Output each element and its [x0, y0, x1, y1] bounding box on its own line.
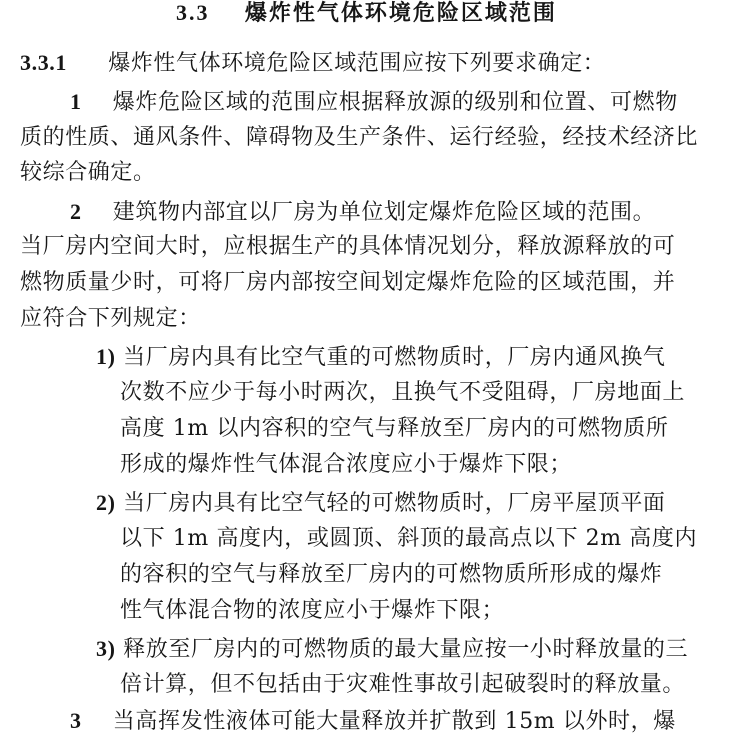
subitem-1-line-1 — [96, 342, 666, 373]
item-text: 建筑物内部宜以厂房为单位划定爆炸危险区域的范围。 — [112, 200, 656, 225]
item-2-line-2: 当厂房内空间大时，应根据生产的具体情况划分，释放源释放的可 — [20, 234, 676, 259]
item-1-line-2: 质的性质、通风条件、障碍物及生产条件、运行经验，经技术经济比 — [20, 125, 699, 150]
subitem-1-line-3: 高度 1m 以内容积的空气与释放至厂房内的可燃物质所 — [120, 416, 669, 441]
item-number: 1 — [70, 89, 82, 114]
item-number: 2 — [70, 199, 82, 224]
subitem-2-line-2: 以下 1m 高度内，或圆顶、斜顶的最高点以下 2m 高度内 — [120, 526, 698, 551]
clause-text: 爆炸性气体环境危险区域范围应按下列要求确定： — [108, 51, 606, 76]
clause-line — [20, 48, 605, 79]
item-number: 3 — [70, 708, 82, 733]
subitem-1-line-2: 次数不应少于每小时两次，且换气不受阻碍，厂房地面上 — [120, 380, 686, 405]
item-text: 爆炸危险区域的范围应根据释放源的级别和位置、可燃物 — [112, 90, 678, 115]
subitem-number: 2) — [96, 490, 116, 515]
item-2-line-3: 燃物质量少时，可将厂房内部按空间划定爆炸危险的区域范围，并 — [20, 270, 676, 295]
subitem-3-line-1 — [96, 634, 688, 665]
subitem-1-line-4: 形成的爆炸性气体混合浓度应小于爆炸下限； — [120, 452, 573, 477]
section-number: 3.3 — [176, 0, 210, 25]
subitem-2-line-1 — [96, 488, 666, 519]
subitem-number: 3) — [96, 636, 116, 661]
subitem-text: 当厂房内具有比空气重的可燃物质时，厂房内通风换气 — [123, 345, 666, 370]
subitem-text: 当厂房内具有比空气轻的可燃物质时，厂房平屋顶平面 — [123, 491, 666, 516]
item-2-line-1 — [70, 197, 655, 228]
item-2-line-4: 应符合下列规定： — [20, 306, 201, 331]
subitem-2-line-4: 性气体混合物的浓度应小于爆炸下限； — [120, 598, 505, 623]
subitem-text: 释放至厂房内的可燃物质的最大量应按一小时释放量的三 — [123, 637, 689, 662]
clause-number: 3.3.1 — [20, 50, 67, 75]
section-heading — [176, 0, 557, 28]
subitem-2-line-3: 的容积的空气与释放至厂房内的可燃物质所形成的爆炸 — [120, 562, 663, 587]
subitem-3-line-2: 倍计算，但不包括由于灾难性事故引起破裂时的释放量。 — [120, 672, 686, 697]
subitem-number: 1) — [96, 344, 116, 369]
item-text: 当高挥发性液体可能大量释放并扩散到 15m 以外时，爆 — [112, 709, 676, 734]
item-1-line-3: 较综合确定。 — [20, 160, 156, 185]
item-3-line-1 — [70, 706, 676, 737]
section-title: 爆炸性气体环境危险区域范围 — [244, 0, 557, 26]
item-1-line-1 — [70, 87, 678, 118]
